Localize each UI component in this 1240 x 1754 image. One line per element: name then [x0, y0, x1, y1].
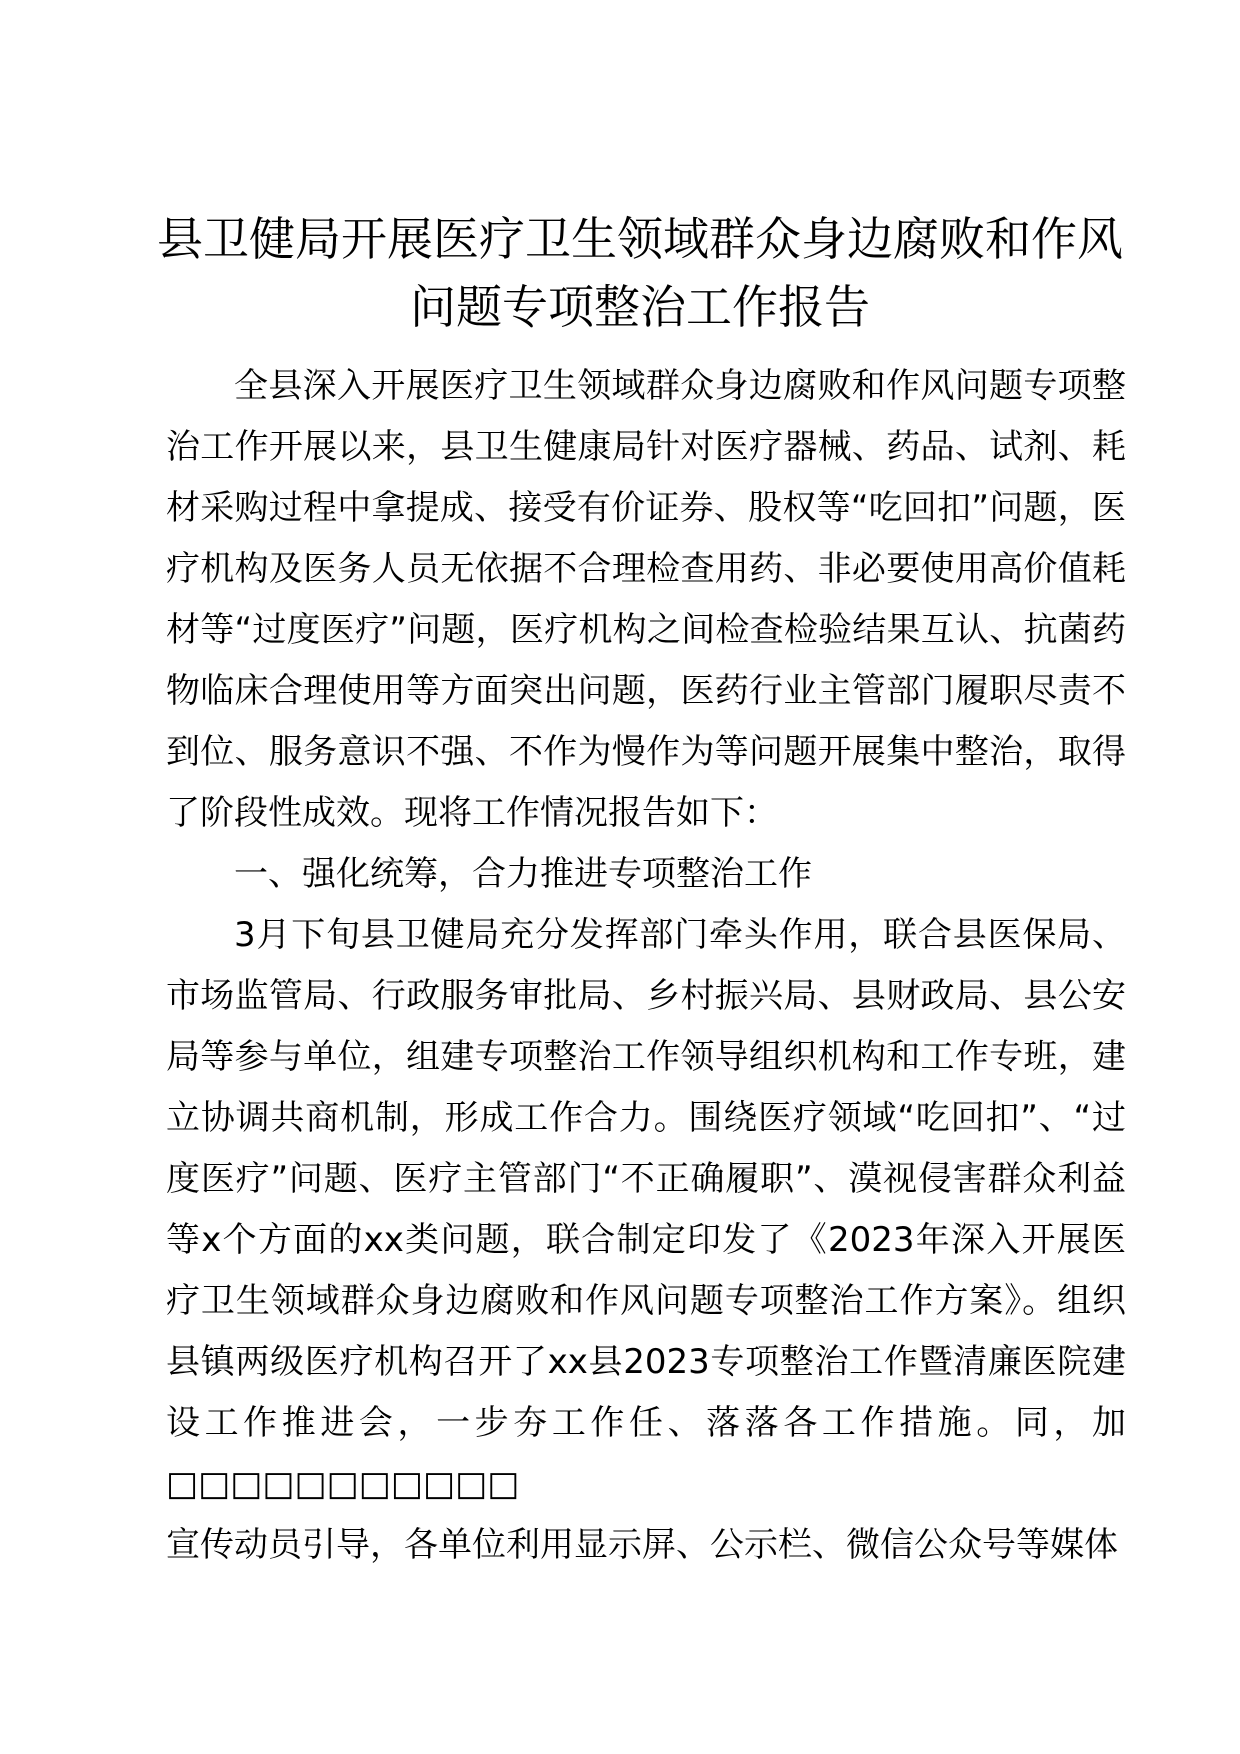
- garbled-text: 一步夯工作任、落落各工作措施。同，加□□□□□□□□□□□: [166, 1403, 1127, 1504]
- document-body: [166, 356, 1126, 1576]
- document-title-line-1: 县卫健局开展医疗卫生领域群众身边腐败和作风: [157, 212, 1123, 266]
- section-1-paragraph: [166, 905, 1126, 1515]
- section-heading-1: 一、强化统筹，合力推进专项整治工作: [234, 854, 812, 894]
- intro-paragraph: 全县深入开展医疗卫生领域群众身边腐败和作风问题专项整治工作开展以来，县卫生健康局针对医疗器械、药品、试剂、耗材采购过程中拿提成、接受有价证券、股权等“吃回扣”问题，医疗机构及医务人员无依据不合理检查用药、非必要使用高价值耗材等“过度医疗”问题，医疗机构之间检查检验结果互认、抗菌药物临床合理使用等方面突出问题，医药行业主管部门履职尽责不到位、服务意识不强、不作为慢作为等问题开展集中整治，取得了阶段性成效。现将工作情况报告如下：: [166, 366, 1126, 833]
- section-1-text: 3月下旬县卫健局充分发挥部门牵头作用，联合县医保局、市场监管局、行政服务审批局、乡村振兴局、县财政局、县公安局等参与单位，组建专项整治工作领导组织机构和工作专班，建立协调共商机制，形成工作合力。围绕医疗领域“吃回扣”、“过度医疗”问题、医疗主管部门“不正确履职”、漠视侵害群众利益等x个方面的xx类问题，联合制定印发了《2023年深入开展医疗卫生领域群众身边腐败和作风问题专项整治工作方案》。组织县镇两级医疗机构召开了xx县2023专项整治工作暨清廉医院建设工作推进会，: [166, 915, 1126, 1443]
- section-1-continuation: 宣传动员引导，各单位利用显示屏、公示栏、微信公众号等媒体: [166, 1525, 1118, 1565]
- document-title-line-2: 问题专项整治工作报告: [410, 280, 870, 334]
